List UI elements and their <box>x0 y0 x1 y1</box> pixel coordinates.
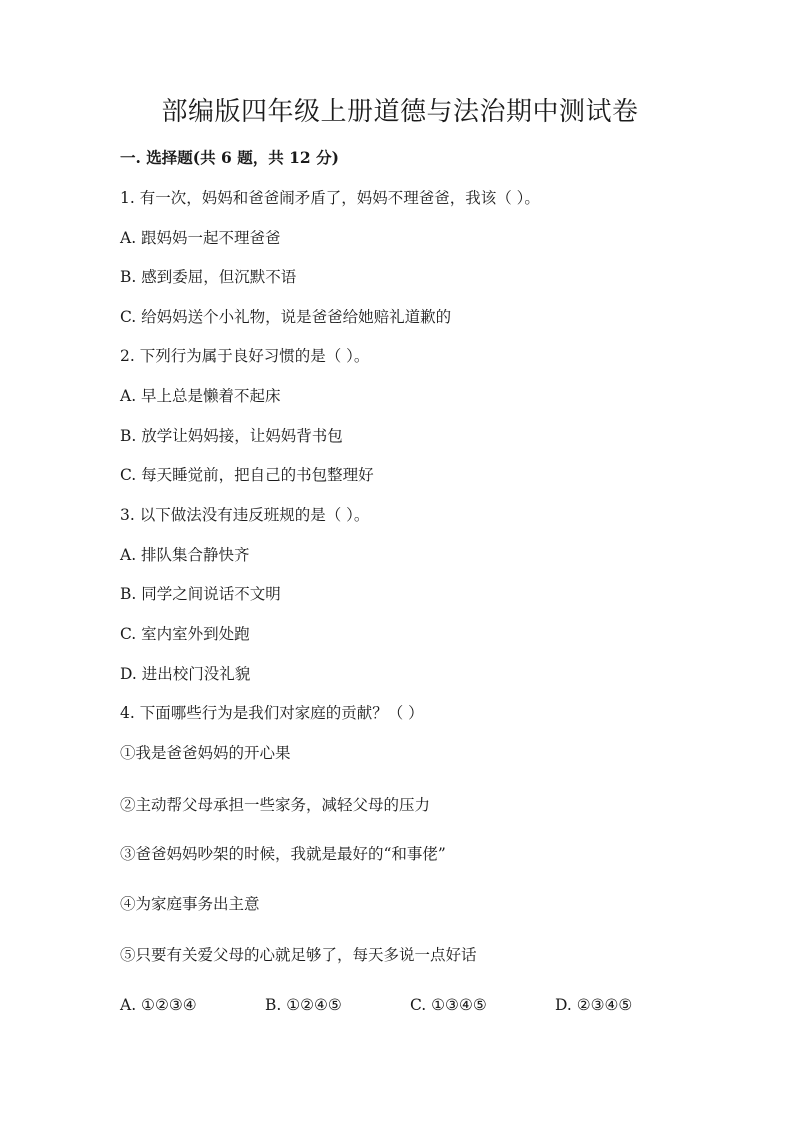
question-3-option-c: C. 室内室外到处跑 <box>120 625 250 643</box>
question-2-stem: 2. 下列行为属于良好习惯的是（ ）。 <box>120 347 370 365</box>
question-4-option-b: B. ①②④⑤ <box>265 996 342 1014</box>
question-1-option-a: A. 跟妈妈一起不理爸爸 <box>120 229 281 247</box>
question-4-option-a: A. ①②③④ <box>120 996 197 1014</box>
section-heading: 一. 选择题(共 6 题，共 12 分) <box>120 148 339 167</box>
question-2-option-a: A. 早上总是懒着不起床 <box>120 387 281 405</box>
question-4-option-c: C. ①③④⑤ <box>410 996 487 1014</box>
question-3-option-a: A. 排队集合静快齐 <box>120 546 250 564</box>
question-3-option-b: B. 同学之间说话不文明 <box>120 585 281 603</box>
question-1-option-c: C. 给妈妈送个小礼物，说是爸爸给她赔礼道歉的 <box>120 308 452 326</box>
question-4-statement-5: ⑤只要有关爱父母的心就足够了，每天多说一点好话 <box>120 946 477 964</box>
question-1-stem: 1. 有一次，妈妈和爸爸闹矛盾了，妈妈不理爸爸，我该（ ）。 <box>120 189 540 207</box>
question-4-statement-2: ②主动帮父母承担一些家务，减轻父母的压力 <box>120 796 431 814</box>
question-3-option-d: D. 进出校门没礼貌 <box>120 665 251 683</box>
page-title: 部编版四年级上册道德与法治期中测试卷 <box>161 97 639 127</box>
question-2-option-c: C. 每天睡觉前，把自己的书包整理好 <box>120 466 374 484</box>
question-4-options <box>120 994 680 1016</box>
question-4-stem: 4. 下面哪些行为是我们对家庭的贡献？（ ） <box>120 704 424 722</box>
question-4-option-d: D. ②③④⑤ <box>555 996 633 1014</box>
question-2-option-b: B. 放学让妈妈接，让妈妈背书包 <box>120 427 343 445</box>
question-4-statement-1: ①我是爸爸妈妈的开心果 <box>120 744 291 762</box>
question-1-option-b: B. 感到委屈，但沉默不语 <box>120 268 297 286</box>
question-4-statement-3: ③爸爸妈妈吵架的时候，我就是最好的“和事佬” <box>120 845 446 863</box>
question-3-stem: 3. 以下做法没有违反班规的是（ ）。 <box>120 506 370 524</box>
question-4-statement-4: ④为家庭事务出主意 <box>120 895 260 913</box>
